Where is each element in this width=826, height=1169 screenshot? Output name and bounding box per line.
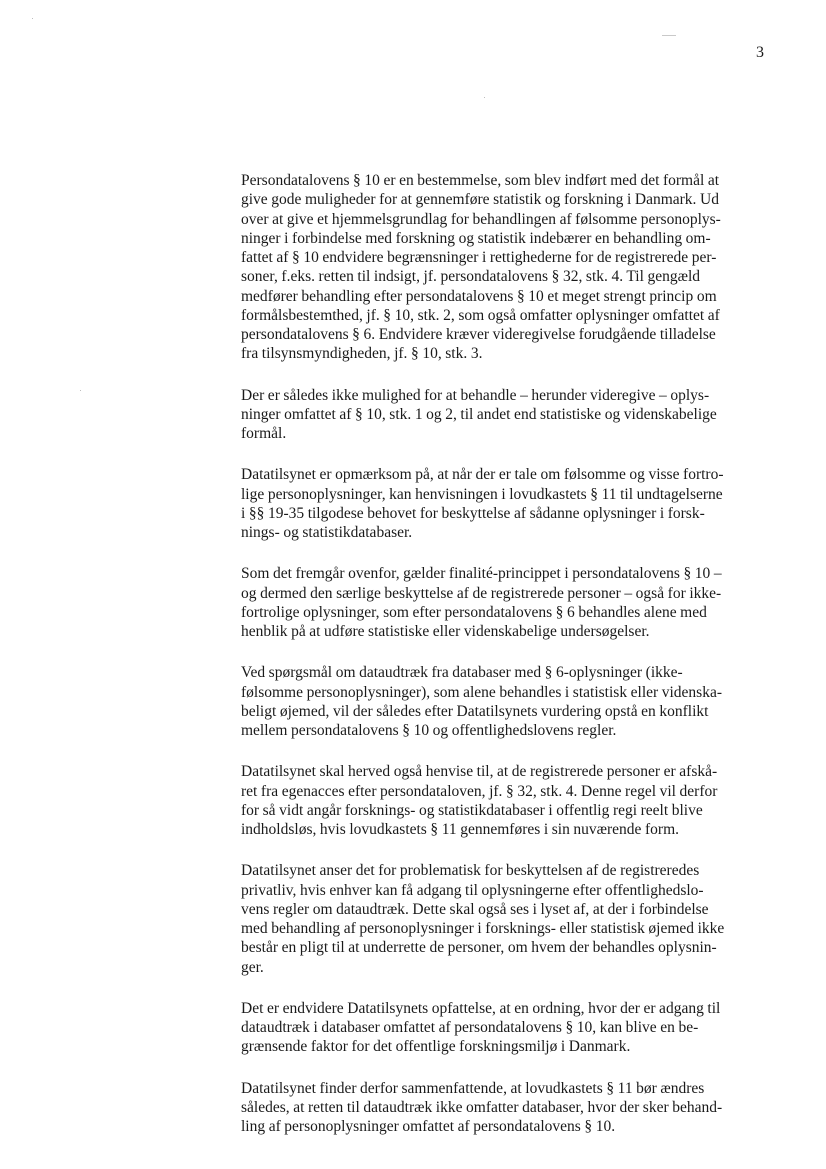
paragraph: Som det fremgår ovenfor, gælder finalité-princippet i persondatalovens § 10 – og dermed den særlige beskyttelse af de registrerede personer – også for ikke- fortrolige oplysninger, som efter persondatalovens § 6 behandles alene med henblik på at udføre statistiske eller videnskabelige undersøgelser. bbox=[241, 565, 722, 640]
paragraph: Datatilsynet finder derfor sammenfattende, at lovudkastets § 11 bør ændres således, at retten til dataudtræk ikke omfatter databaser, hvor der sker behand- ling af personoplysninger omfattet af persondatalovens § 10. bbox=[241, 1079, 723, 1135]
paragraph: Datatilsynet skal herved også henvise til, at de registrerede personer er afskå- ret fra egenacces efter persondataloven, jf. § 32, stk. 4. Denne regel vil derfor for så vidt angår forsknings- og statistikdatabaser i offentlig regi reelt blive indholdsløs, hvis lovudkastets § 11 gennemføres i sin nuværende form. bbox=[241, 763, 718, 838]
document-body bbox=[241, 171, 776, 1158]
paragraph: Der er således ikke mulighed for at behandle – herunder videregive – oplys- ninger omfattet af § 10, stk. 1 og 2, til andet end statistiske og videnskabelige formål. bbox=[241, 386, 717, 442]
page-number: 3 bbox=[756, 44, 764, 61]
scan-artifact-top bbox=[662, 35, 676, 36]
scan-artifact-dot bbox=[484, 97, 485, 98]
scan-artifact-dot bbox=[80, 390, 81, 391]
paragraph: Persondatalovens § 10 er en bestemmelse, som blev indført med det formål at give gode muligheder for at gennemføre statistik og forskning i Danmark. Ud over at give et hjemmelsgrundlag for behandlingen af følsomme personoplys- ninger i forbindelse med forskning og statistik indebærer en behandling om- fattet af § 10 endvidere begrænsninger i rettighederne for de registrerede per- soner, f.eks. retten til indsigt, jf. persondatalovens § 32, stk. 4. Til gengæld medfører behandling efter persondatalovens § 10 et meget strengt princip om formålsbestemthed, jf. § 10, stk. 2, som også omfatter oplysninger omfattet af persondatalovens § 6. Endvidere kræver videregivelse forudgående tilladelse fra tilsynsmyndigheden, jf. § 10, stk. 3. bbox=[241, 172, 721, 363]
paragraph: Datatilsynet er opmærksom på, at når der er tale om følsomme og visse fortro- lige personoplysninger, kan henvisningen i lovudkastets § 11 til undtagelserne i §§ 19-35 tilgodese behovet for beskyttelse af sådanne oplysninger i forsk- nings- og statistikdatabaser. bbox=[241, 466, 724, 541]
scan-artifact-dot bbox=[32, 18, 33, 19]
paragraph: Datatilsynet anser det for problematisk for beskyttelsen af de registreredes privatliv, hvis enhver kan få adgang til oplysningerne efter offentlighedslo- vens regler om dataudtræk. Dette skal også ses i lyset af, at der i forbindelse med behandling af personoplysninger i forsknings- eller statistisk øjemed ikke består en pligt til at underrette de personer, om hvem der behandles oplysnin- ger. bbox=[241, 862, 725, 976]
paragraph: Ved spørgsmål om dataudtræk fra databaser med § 6-oplysninger (ikke- følsomme personoplysninger), som alene behandles i statistisk eller videnska- beligt øjemed, vil der således efter Datatilsynets vurdering opstå en konflikt mellem persondatalovens § 10 og offentlighedslovens regler. bbox=[241, 664, 723, 739]
paragraph: Det er endvidere Datatilsynets opfattelse, at en ordning, hvor der er adgang til dataudtræk i databaser omfattet af persondatalovens § 10, kan blive en be- grænsende faktor for det offentlige forskningsmiljø i Danmark. bbox=[241, 999, 721, 1056]
